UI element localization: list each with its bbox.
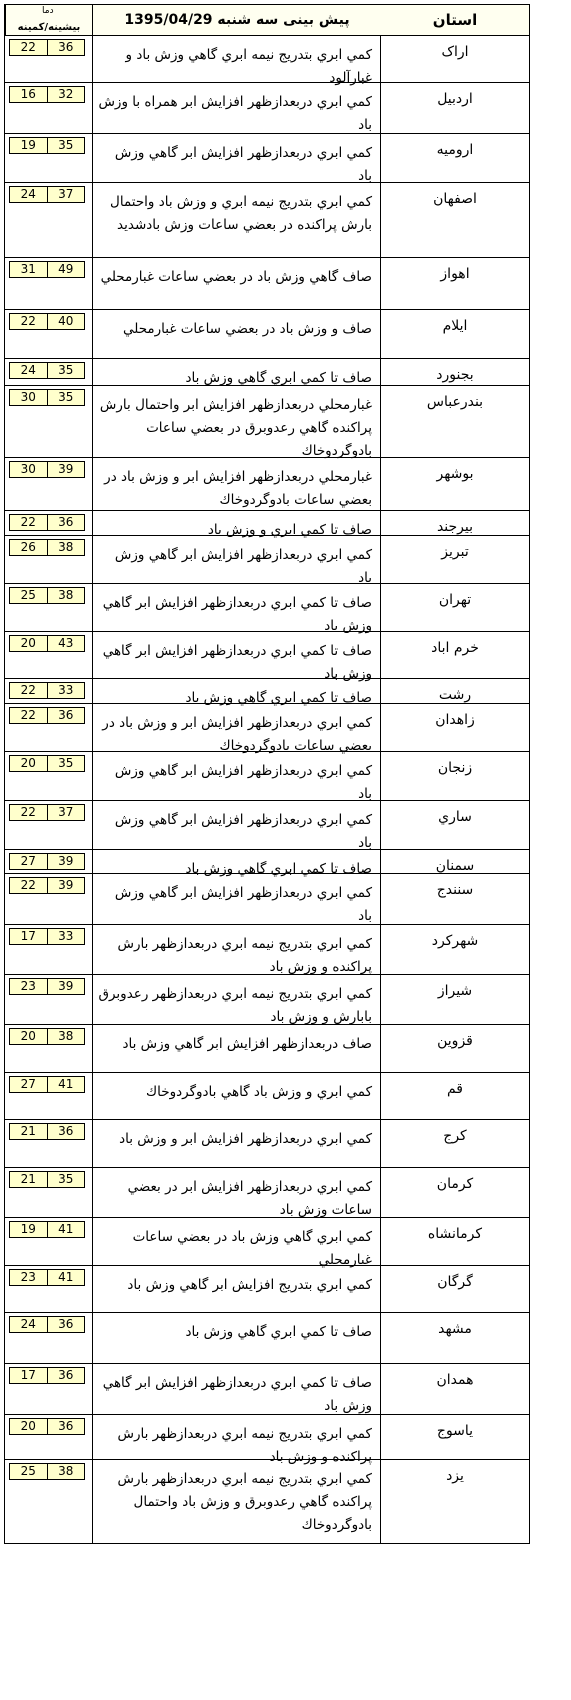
table-row <box>4 134 530 183</box>
forecast-cell: كمي ابري گاهي وزش باد در بعضي ساعات غبارمحلي <box>92 1218 381 1265</box>
min-temp: 25 <box>20 1464 36 1478</box>
province-cell: قم <box>446 1081 463 1097</box>
temp-cell <box>5 925 92 974</box>
min-temp: 30 <box>20 462 36 476</box>
province-cell: بجنورد <box>436 367 474 383</box>
table-row <box>4 1266 530 1313</box>
forecast-cell: صاف تا كمي ابري گاهي وزش باد <box>92 1313 381 1363</box>
table-row <box>4 1120 530 1168</box>
table-row <box>4 925 530 975</box>
temp-cell <box>5 258 92 309</box>
max-temp: 36 <box>47 40 85 55</box>
temp-box <box>9 1123 85 1140</box>
forecast-header: پیش بینی سه شنبه 1395/04/29 <box>92 5 381 35</box>
temp-cell <box>5 359 92 385</box>
temp-box <box>9 928 85 945</box>
forecast-cell: كمي ابري بتدريج نيمه ابري و وزش باد واحتمال بارش پراكنده در بعضي ساعات وزش بادشديد <box>92 183 381 257</box>
min-temp: 24 <box>20 187 36 201</box>
min-temp: 25 <box>20 588 36 602</box>
temp-box <box>9 755 85 772</box>
max-temp: 39 <box>47 979 85 994</box>
forecast-cell: صاف تا كمي ابري و وزش باد <box>92 511 381 535</box>
min-temp: 31 <box>20 262 36 276</box>
province-cell: خرم اباد <box>431 640 479 656</box>
temp-box <box>9 877 85 894</box>
min-temp: 20 <box>20 756 36 770</box>
temp-cell <box>5 1025 92 1072</box>
temp-cell <box>5 1120 92 1167</box>
max-temp: 36 <box>47 708 85 723</box>
max-temp: 38 <box>47 1464 85 1479</box>
forecast-cell: صاف تا كمي ابري گاهي وزش باد <box>92 679 381 703</box>
max-temp: 40 <box>47 314 85 329</box>
table-row <box>4 704 530 752</box>
min-temp: 23 <box>20 979 36 993</box>
province-cell: ایلام <box>442 318 468 334</box>
min-temp: 19 <box>20 1222 36 1236</box>
min-temp: 19 <box>20 138 36 152</box>
max-temp: 33 <box>47 929 85 944</box>
max-temp: 36 <box>47 1124 85 1139</box>
temp-box <box>9 137 85 154</box>
province-cell: اراک <box>441 44 469 60</box>
forecast-cell: كمي ابري بتدريج نيمه ابري دربعدازظهر بارش پراكنده و وزش باد <box>92 1415 381 1459</box>
temp-cell <box>5 386 92 457</box>
max-temp: 38 <box>47 540 85 555</box>
min-temp: 22 <box>20 683 36 697</box>
max-temp: 39 <box>47 878 85 893</box>
max-temp: 43 <box>47 636 85 651</box>
temp-box <box>9 804 85 821</box>
forecast-cell: كمي ابري دربعدازظهر افزايش ابر گاهي وزش باد <box>92 134 381 182</box>
table-row <box>4 1073 530 1120</box>
max-temp: 36 <box>47 1317 85 1332</box>
temp-cell <box>5 134 92 182</box>
forecast-cell: صاف دربعدازظهر افزايش ابر گاهي وزش باد <box>92 1025 381 1072</box>
temp-cell <box>5 511 92 535</box>
temp-box <box>9 39 85 56</box>
forecast-cell: كمي ابري بتدريج نيمه ابري دربعدازظهر بارش پراكنده و وزش باد <box>92 925 381 974</box>
province-cell: ارومیه <box>436 142 474 158</box>
min-temp: 22 <box>20 314 36 328</box>
temp-box <box>9 514 85 531</box>
forecast-cell: كمي ابري دربعدازظهر افزايش ابر گاهي وزش باد <box>92 801 381 849</box>
province-cell: گرگان <box>437 1274 473 1290</box>
max-temp: 38 <box>47 1029 85 1044</box>
max-temp: 32 <box>47 87 85 102</box>
table-row <box>4 1025 530 1073</box>
table-row <box>4 458 530 511</box>
table-row <box>4 1313 530 1364</box>
temp-cell <box>5 1168 92 1217</box>
min-temp: 20 <box>20 1029 36 1043</box>
temp-box <box>9 261 85 278</box>
temp-label: دما <box>42 6 54 16</box>
max-temp: 36 <box>47 1368 85 1383</box>
province-cell: شیراز <box>437 983 473 999</box>
province-cell: کرمانشاه <box>427 1226 483 1242</box>
province-cell: رشت <box>438 687 472 703</box>
max-temp: 35 <box>47 138 85 153</box>
table-row <box>4 1218 530 1266</box>
temp-box <box>9 1221 85 1238</box>
max-temp: 35 <box>47 363 85 378</box>
province-cell: کرج <box>443 1128 467 1144</box>
table-row <box>4 183 530 258</box>
table-row <box>4 752 530 801</box>
max-temp: 36 <box>47 515 85 530</box>
table-body <box>4 36 530 1544</box>
temp-cell <box>5 584 92 631</box>
temp-box <box>9 362 85 379</box>
temp-box <box>9 461 85 478</box>
temp-cell <box>5 183 92 257</box>
temp-cell <box>5 752 92 800</box>
min-temp: 22 <box>20 40 36 54</box>
forecast-cell: كمي ابري بتدريج نيمه ابري دربعدازظهر بارش پراكنده گاهي رعدوبرق و وزش باد واحتمال بادوگردوخاك <box>92 1460 381 1543</box>
temp-box <box>9 853 85 870</box>
forecast-cell: كمي ابري دربعدازظهر افزايش ابر همراه با وزش باد <box>92 83 381 133</box>
table-row <box>4 83 530 134</box>
province-cell: تهران <box>438 592 472 608</box>
province-cell: بیرجند <box>436 519 474 535</box>
table-row <box>4 679 530 704</box>
min-temp: 27 <box>20 1077 36 1091</box>
table-row <box>4 386 530 458</box>
temp-box <box>9 1076 85 1093</box>
table-row <box>4 258 530 310</box>
max-temp: 35 <box>47 756 85 771</box>
temp-cell <box>5 36 92 82</box>
forecast-cell: كمي ابري بتدريج نيمه ابري گاهي وزش باد و غبارآلود <box>92 36 381 82</box>
province-cell: بندرعباس <box>426 394 484 410</box>
temp-cell <box>5 1364 92 1414</box>
table-row <box>4 359 530 386</box>
min-temp: 24 <box>20 363 36 377</box>
temp-cell <box>5 458 92 510</box>
forecast-cell: كمي ابري دربعدازظهر افزايش ابر گاهي وزش باد <box>92 536 381 583</box>
table-row <box>4 584 530 632</box>
province-cell: ساري <box>438 809 472 825</box>
forecast-cell: صاف تا كمي ابري گاهي وزش باد <box>92 359 381 385</box>
temp-box <box>9 86 85 103</box>
max-temp: 49 <box>47 262 85 277</box>
temp-box <box>9 1269 85 1286</box>
min-temp: 21 <box>20 1172 36 1186</box>
forecast-cell: صاف تا كمي ابري گاهي وزش باد <box>92 850 381 873</box>
min-temp: 17 <box>20 1368 36 1382</box>
temp-box <box>9 1028 85 1045</box>
temp-box <box>9 1463 85 1480</box>
table-row <box>4 536 530 584</box>
province-cell: بوشهر <box>436 466 474 482</box>
province-cell: زنجان <box>437 760 473 776</box>
max-temp: 37 <box>47 805 85 820</box>
temp-box <box>9 635 85 652</box>
forecast-cell: كمي ابري دربعدازظهر افزايش ابر گاهي وزش باد <box>92 752 381 800</box>
temp-cell <box>5 1313 92 1363</box>
min-temp: 22 <box>20 805 36 819</box>
min-temp: 23 <box>20 1270 36 1284</box>
temp-cell <box>5 1218 92 1265</box>
temp-box <box>9 1367 85 1384</box>
province-cell: تبریز <box>441 544 469 560</box>
temp-cell <box>5 1266 92 1312</box>
max-temp: 41 <box>47 1270 85 1285</box>
forecast-table <box>4 4 530 1544</box>
province-cell: قزوین <box>437 1033 473 1049</box>
temp-box <box>9 539 85 556</box>
max-temp: 41 <box>47 1222 85 1237</box>
max-temp: 35 <box>47 390 85 405</box>
temp-box <box>9 1316 85 1333</box>
temp-box <box>9 1418 85 1435</box>
table-row <box>4 874 530 925</box>
min-temp: 26 <box>20 540 36 554</box>
min-temp: 22 <box>20 515 36 529</box>
max-temp: 36 <box>47 1419 85 1434</box>
temp-cell <box>5 801 92 849</box>
table-row <box>4 850 530 877</box>
max-temp: 39 <box>47 462 85 477</box>
temp-box <box>9 707 85 724</box>
province-cell: کرمان <box>436 1176 474 1192</box>
province-cell: همدان <box>436 1372 474 1388</box>
forecast-cell: غبارمحلي دربعدازظهر افزايش ابر و وزش باد در بعضي ساعات بادوگردوخاك <box>92 458 381 510</box>
province-cell: زاهدان <box>435 712 475 728</box>
province-header: استان <box>432 11 478 29</box>
temp-box <box>9 682 85 699</box>
province-cell: اردبیل <box>437 91 473 107</box>
province-cell: سمنان <box>435 858 475 874</box>
forecast-cell: كمي ابري بتدريج نيمه ابري دربعدازظهر رعدوبرق بابارش و وزش باد <box>92 975 381 1024</box>
province-cell: اصفهان <box>433 191 477 207</box>
temp-cell <box>5 83 92 133</box>
temp-box <box>9 313 85 330</box>
forecast-cell: كمي ابري دربعدازظهر افزايش ابر و وزش باد <box>92 1120 381 1167</box>
forecast-cell: كمي ابري دربعدازظهر افزايش ابر در بعضي ساعات وزش باد <box>92 1168 381 1217</box>
table-header <box>4 4 530 36</box>
min-temp: 30 <box>20 390 36 404</box>
province-cell: یاسوج <box>436 1423 474 1439</box>
forecast-cell: غبارمحلي دربعدازظهر افزايش ابر واحتمال بارش پراكنده گاهي رعدوبرق در بعضي ساعات بادوگردوخاك <box>92 386 381 457</box>
min-temp: 27 <box>20 854 36 868</box>
forecast-cell: صاف تا كمي ابري دربعدازظهر افزايش ابر گاهي وزش باد <box>92 632 381 678</box>
table-row <box>4 36 530 86</box>
temp-cell <box>5 874 92 924</box>
temp-cell <box>5 850 92 873</box>
temp-cell <box>5 975 92 1024</box>
min-temp: 20 <box>20 636 36 650</box>
temp-box <box>9 587 85 604</box>
minmax-label: بیشینه/کمینه <box>17 22 81 33</box>
province-cell: اهواز <box>440 266 470 282</box>
province-cell: یزد <box>446 1468 464 1484</box>
max-temp: 33 <box>47 683 85 698</box>
table-row <box>4 975 530 1025</box>
min-temp: 22 <box>20 708 36 722</box>
temp-cell <box>5 1415 92 1459</box>
min-temp: 21 <box>20 1124 36 1138</box>
province-cell: شهرکرد <box>431 933 479 949</box>
table-row <box>4 1460 530 1544</box>
forecast-cell: صاف و وزش باد در بعضي ساعات غبارمحلي <box>92 310 381 358</box>
forecast-cell: صاف تا كمي ابري دربعدازظهر افزايش ابر گاهي وزش باد <box>92 584 381 631</box>
table-row <box>4 310 530 359</box>
table-row <box>4 1415 530 1465</box>
max-temp: 37 <box>47 187 85 202</box>
min-temp: 16 <box>20 87 36 101</box>
forecast-cell: كمي ابري بتدريج افزايش ابر گاهي وزش باد <box>92 1266 381 1312</box>
max-temp: 41 <box>47 1077 85 1092</box>
temp-box <box>9 1171 85 1188</box>
forecast-cell: صاف گاهي وزش باد در بعضي ساعات غبارمحلي <box>92 258 381 309</box>
table-row <box>4 801 530 850</box>
forecast-cell: كمي ابري دربعدازظهر افزايش ابر گاهي وزش باد <box>92 874 381 924</box>
province-cell: سنندج <box>436 882 474 898</box>
table-row <box>4 511 530 536</box>
temp-box <box>9 186 85 203</box>
min-temp: 20 <box>20 1419 36 1433</box>
temp-cell <box>5 704 92 751</box>
max-temp: 39 <box>47 854 85 869</box>
table-row <box>4 1364 530 1415</box>
min-temp: 24 <box>20 1317 36 1331</box>
temp-cell <box>5 310 92 358</box>
temp-cell <box>5 679 92 703</box>
forecast-cell: صاف تا كمي ابري دربعدازظهر افزايش ابر گاهي وزش باد <box>92 1364 381 1414</box>
temp-cell <box>5 1073 92 1119</box>
table-row <box>4 1168 530 1218</box>
table-row <box>4 632 530 682</box>
temp-cell <box>5 1460 92 1543</box>
province-cell: مشهد <box>438 1321 472 1337</box>
temp-header <box>5 5 92 35</box>
temp-cell <box>5 632 92 678</box>
forecast-cell: كمي ابري و وزش باد گاهي بادوگردوخاك <box>92 1073 381 1119</box>
min-temp: 22 <box>20 878 36 892</box>
forecast-cell: كمي ابري دربعدازظهر افزايش ابر و وزش باد در بعضي ساعات بادوگردوخاك <box>92 704 381 751</box>
temp-cell <box>5 536 92 583</box>
temp-box <box>9 389 85 406</box>
max-temp: 35 <box>47 1172 85 1187</box>
min-temp: 17 <box>20 929 36 943</box>
temp-box <box>9 978 85 995</box>
max-temp: 38 <box>47 588 85 603</box>
